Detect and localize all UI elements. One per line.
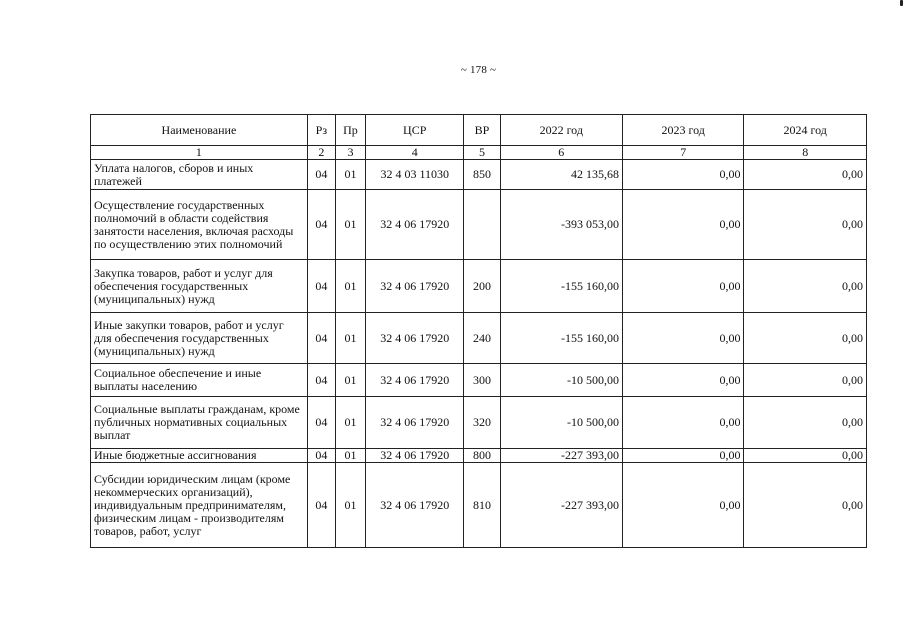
header-2022: 2022 год (500, 115, 622, 146)
column-number: 2 (307, 146, 335, 160)
row-vr: 800 (464, 449, 500, 463)
row-2022: -155 160,00 (500, 260, 622, 313)
row-name: Социальное обеспечение и иные выплаты населению (91, 364, 308, 397)
row-pr: 01 (335, 364, 365, 397)
table-row (91, 260, 867, 313)
row-rz: 04 (307, 160, 335, 190)
row-name: Осуществление государственных полномочий в области содействия занятости населения, включая расходы по осуществлению этих полномочий (91, 190, 308, 260)
row-2022: -227 393,00 (500, 463, 622, 548)
row-vr: 300 (464, 364, 500, 397)
row-csr: 32 4 03 11030 (366, 160, 464, 190)
budget-table (90, 114, 867, 548)
table-row (91, 364, 867, 397)
table-row (91, 160, 867, 190)
row-2024: 0,00 (744, 463, 867, 548)
column-number: 8 (744, 146, 867, 160)
column-number: 5 (464, 146, 500, 160)
row-2024: 0,00 (744, 160, 867, 190)
row-name: Социальные выплаты гражданам, кроме публичных нормативных социальных выплат (91, 397, 308, 449)
column-number: 1 (91, 146, 308, 160)
row-pr: 01 (335, 449, 365, 463)
row-2023: 0,00 (623, 313, 744, 364)
row-rz: 04 (307, 260, 335, 313)
row-vr: 320 (464, 397, 500, 449)
row-2023: 0,00 (623, 190, 744, 260)
row-rz: 04 (307, 463, 335, 548)
row-2023: 0,00 (623, 364, 744, 397)
table-row (91, 313, 867, 364)
row-pr: 01 (335, 260, 365, 313)
row-rz: 04 (307, 190, 335, 260)
row-name: Закупка товаров, работ и услуг для обеспечения государственных (муниципальных) нужд (91, 260, 308, 313)
header-2023: 2023 год (623, 115, 744, 146)
column-number: 6 (500, 146, 622, 160)
table-row (91, 449, 867, 463)
row-2023: 0,00 (623, 463, 744, 548)
row-name: Иные бюджетные ассигнования (91, 449, 308, 463)
row-2024: 0,00 (744, 364, 867, 397)
row-vr (464, 190, 500, 260)
column-number-row (91, 146, 867, 160)
row-2024: 0,00 (744, 313, 867, 364)
header-name: Наименование (91, 115, 308, 146)
column-number: 7 (623, 146, 744, 160)
row-csr: 32 4 06 17920 (366, 364, 464, 397)
row-rz: 04 (307, 364, 335, 397)
row-csr: 32 4 06 17920 (366, 449, 464, 463)
header-vr: ВР (464, 115, 500, 146)
header-2024: 2024 год (744, 115, 867, 146)
row-rz: 04 (307, 397, 335, 449)
column-number: 4 (366, 146, 464, 160)
row-pr: 01 (335, 313, 365, 364)
row-2023: 0,00 (623, 160, 744, 190)
row-2023: 0,00 (623, 260, 744, 313)
scan-edge-mark (900, 0, 903, 6)
row-name: Уплата налогов, сборов и иных платежей (91, 160, 308, 190)
row-vr: 200 (464, 260, 500, 313)
row-2023: 0,00 (623, 397, 744, 449)
row-name: Иные закупки товаров, работ и услуг для обеспечения государственных (муниципальных) нужд (91, 313, 308, 364)
row-csr: 32 4 06 17920 (366, 190, 464, 260)
row-2024: 0,00 (744, 260, 867, 313)
page-number: ~ 178 ~ (460, 64, 497, 76)
row-2024: 0,00 (744, 190, 867, 260)
column-number: 3 (335, 146, 365, 160)
row-2022: -227 393,00 (500, 449, 622, 463)
row-2022: -393 053,00 (500, 190, 622, 260)
row-vr: 810 (464, 463, 500, 548)
header-csr: ЦСР (366, 115, 464, 146)
row-rz: 04 (307, 449, 335, 463)
row-rz: 04 (307, 313, 335, 364)
row-2022: -155 160,00 (500, 313, 622, 364)
row-2024: 0,00 (744, 449, 867, 463)
row-pr: 01 (335, 190, 365, 260)
table-header-row (91, 115, 867, 146)
header-rz: Рз (307, 115, 335, 146)
row-csr: 32 4 06 17920 (366, 313, 464, 364)
row-name: Субсидии юридическим лицам (кроме некоммерческих организаций), индивидуальным предпринимателям, физическим лицам - производителям товаров, работ, услуг (91, 463, 308, 548)
row-vr: 240 (464, 313, 500, 364)
table-row (91, 190, 867, 260)
row-csr: 32 4 06 17920 (366, 463, 464, 548)
table-row (91, 463, 867, 548)
table-row (91, 397, 867, 449)
row-2023: 0,00 (623, 449, 744, 463)
row-2022: -10 500,00 (500, 397, 622, 449)
row-2022: -10 500,00 (500, 364, 622, 397)
row-pr: 01 (335, 463, 365, 548)
row-pr: 01 (335, 160, 365, 190)
header-pr: Пр (335, 115, 365, 146)
row-2024: 0,00 (744, 397, 867, 449)
row-pr: 01 (335, 397, 365, 449)
row-2022: 42 135,68 (500, 160, 622, 190)
row-csr: 32 4 06 17920 (366, 397, 464, 449)
row-vr: 850 (464, 160, 500, 190)
row-csr: 32 4 06 17920 (366, 260, 464, 313)
